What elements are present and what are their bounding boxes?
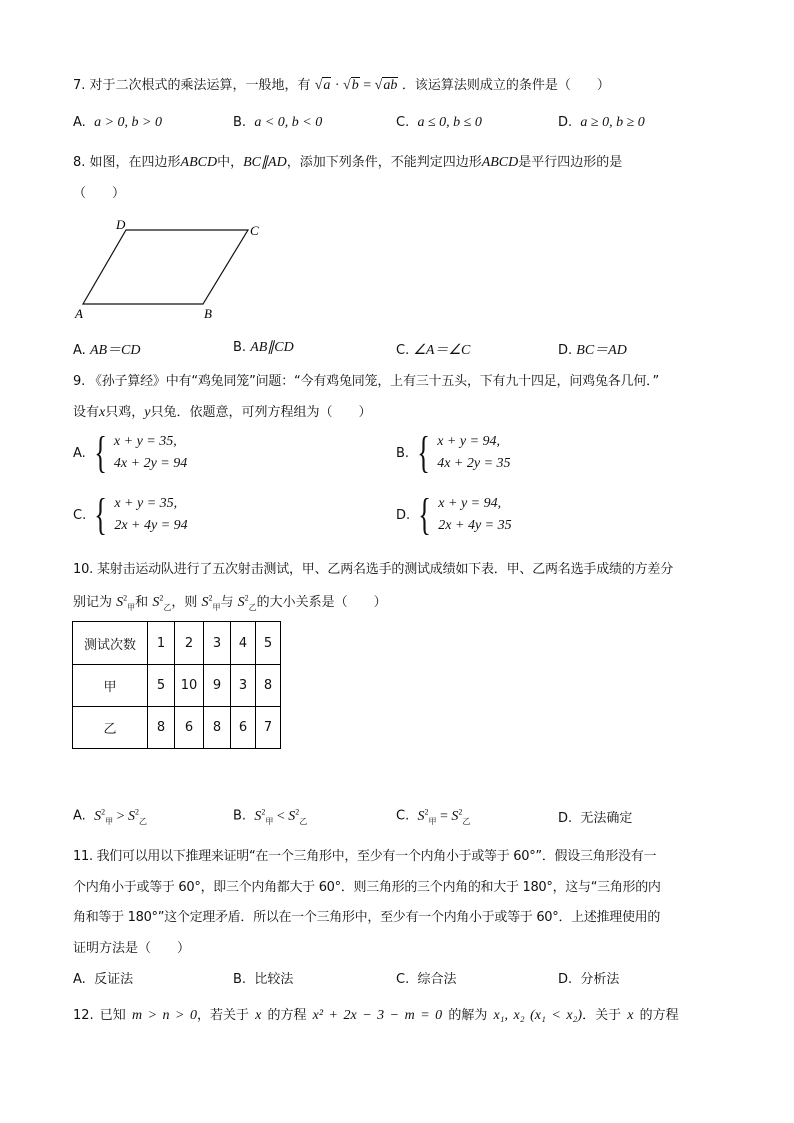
table-header-cell: 5 (256, 622, 281, 665)
q9-option-d[interactable]: D. { x + y = 94, 2x + 4y = 35 (396, 490, 512, 539)
q8-option-c[interactable]: C. ∠A＝∠C (396, 343, 471, 358)
table-cell: 6 (231, 707, 256, 749)
q7-option-d[interactable]: D. a ≥ 0, b ≥ 0 (558, 115, 645, 130)
table-cell: 5 (148, 665, 175, 707)
q10-option-c[interactable]: C. $S^2_甲 = S^2_乙$ (396, 807, 471, 826)
q8-option-a[interactable]: A. AB＝CD (73, 343, 141, 358)
parallelogram-figure (70, 215, 270, 325)
q9-option-c[interactable]: C. { x + y = 35, 2x + 4y = 94 (73, 490, 188, 539)
table-header-cell: 3 (204, 622, 231, 665)
q11-stem-line2: 个内角小于或等于 60°，即三个内角都大于 60°．则三角形的三个内角的和大于 180°，这与“三角形的内 (73, 880, 661, 895)
vertex-label-b: B (204, 306, 212, 321)
q11-option-b[interactable]: B. 比较法 (233, 972, 294, 987)
q11-option-a[interactable]: A. 反证法 (73, 972, 134, 987)
q10-option-d[interactable]: D. 无法确定 (558, 811, 633, 826)
q11-stem-line4: 证明方法是（ ） (73, 941, 191, 956)
table-row (73, 707, 281, 749)
table-header-row (73, 622, 281, 665)
table-row (73, 665, 281, 707)
q7-option-a[interactable]: A. a > 0, b > 0 (73, 115, 162, 130)
table-cell: 10 (175, 665, 204, 707)
q7-formula: √a · √b = √ab (314, 78, 398, 93)
q8-paren: （ ） (73, 186, 126, 201)
table-cell: 8 (148, 707, 175, 749)
q11-stem-line3: 角和等于 180°”这个定理矛盾．所以在一个三角形中，至少有一个内角小于或等于 60°．上述推理使用的 (73, 910, 661, 925)
table-cell: 8 (204, 707, 231, 749)
q10-stem-line1: 10. 某射击运动队进行了五次射击测试，甲、乙两名选手的测试成绩如下表．甲、乙两名选手成绩的方差分 (73, 562, 674, 577)
table-cell: 8 (256, 665, 281, 707)
q9-option-b[interactable]: B. { x + y = 94, 4x + 2y = 35 (396, 428, 511, 477)
table-cell: 6 (175, 707, 204, 749)
q8-option-b[interactable]: B. AB∥CD (233, 340, 294, 355)
table-cell: 7 (256, 707, 281, 749)
q10-stem-line2: 别记为 $S^2_甲$和 $S^2_乙$，则 $S^2_甲$与 $S^2_乙$的大小关系是（ ） (73, 593, 387, 612)
q10-option-a[interactable]: A. $S^2_甲 > S^2_乙$ (73, 807, 147, 826)
parallelogram-shape (83, 230, 248, 304)
q9-option-a[interactable]: A. { x + y = 35, 4x + 2y = 94 (73, 428, 188, 477)
q11-option-d[interactable]: D. 分析法 (558, 972, 620, 987)
table-header-cell: 测试次数 (73, 622, 148, 665)
q7-option-c[interactable]: C. a ≤ 0, b ≤ 0 (396, 115, 482, 130)
q10-option-b[interactable]: B. $S^2_甲 < S^2_乙$ (233, 807, 308, 826)
q11-stem-line1: 11. 我们可以用以下推理来证明“在一个三角形中，至少有一个内角小于或等于 60°”．假设三角形没有一 (73, 849, 657, 864)
q11-option-c[interactable]: C. 综合法 (396, 972, 457, 987)
q9-stem-line2: 设有x只鸡，y只兔．依题意，可列方程组为（ ） (73, 405, 372, 420)
vertex-label-c: C (250, 223, 259, 238)
table-cell: 9 (204, 665, 231, 707)
q9-stem-line1: 9. 《孙子算经》中有“鸡兔同笼”问题：“今有鸡兔同笼，上有三十五头，下有九十四足，问鸡兔各几何．” (73, 374, 659, 389)
q7-option-b[interactable]: B. a < 0, b < 0 (233, 115, 323, 130)
scores-table (72, 621, 281, 749)
table-cell: 甲 (73, 665, 148, 707)
table-header-cell: 2 (175, 622, 204, 665)
table-header-cell: 1 (148, 622, 175, 665)
vertex-label-d: D (116, 217, 126, 232)
q8-stem: 8. 如图，在四边形ABCD中，BC∥AD，添加下列条件，不能判定四边形ABCD是平行四边形的是 (73, 155, 623, 170)
table-cell: 3 (231, 665, 256, 707)
q12-stem: 12. 已知 m > n > 0，若关于 x 的方程 x² + 2x − 3 − m = 0 的解为 x₁, x₂ (x₁ < x₂)．关于 x 的方程 (73, 1008, 679, 1023)
table-header-cell: 4 (231, 622, 256, 665)
q7-stem: 7. 对于二次根式的乘法运算，一般地，有 √a · √b = √ab ．该运算法则成立的条件是（ ） (73, 78, 610, 93)
table-cell: 乙 (73, 707, 148, 749)
vertex-label-a: A (75, 306, 83, 321)
q8-option-d[interactable]: D. BC＝AD (558, 343, 627, 358)
